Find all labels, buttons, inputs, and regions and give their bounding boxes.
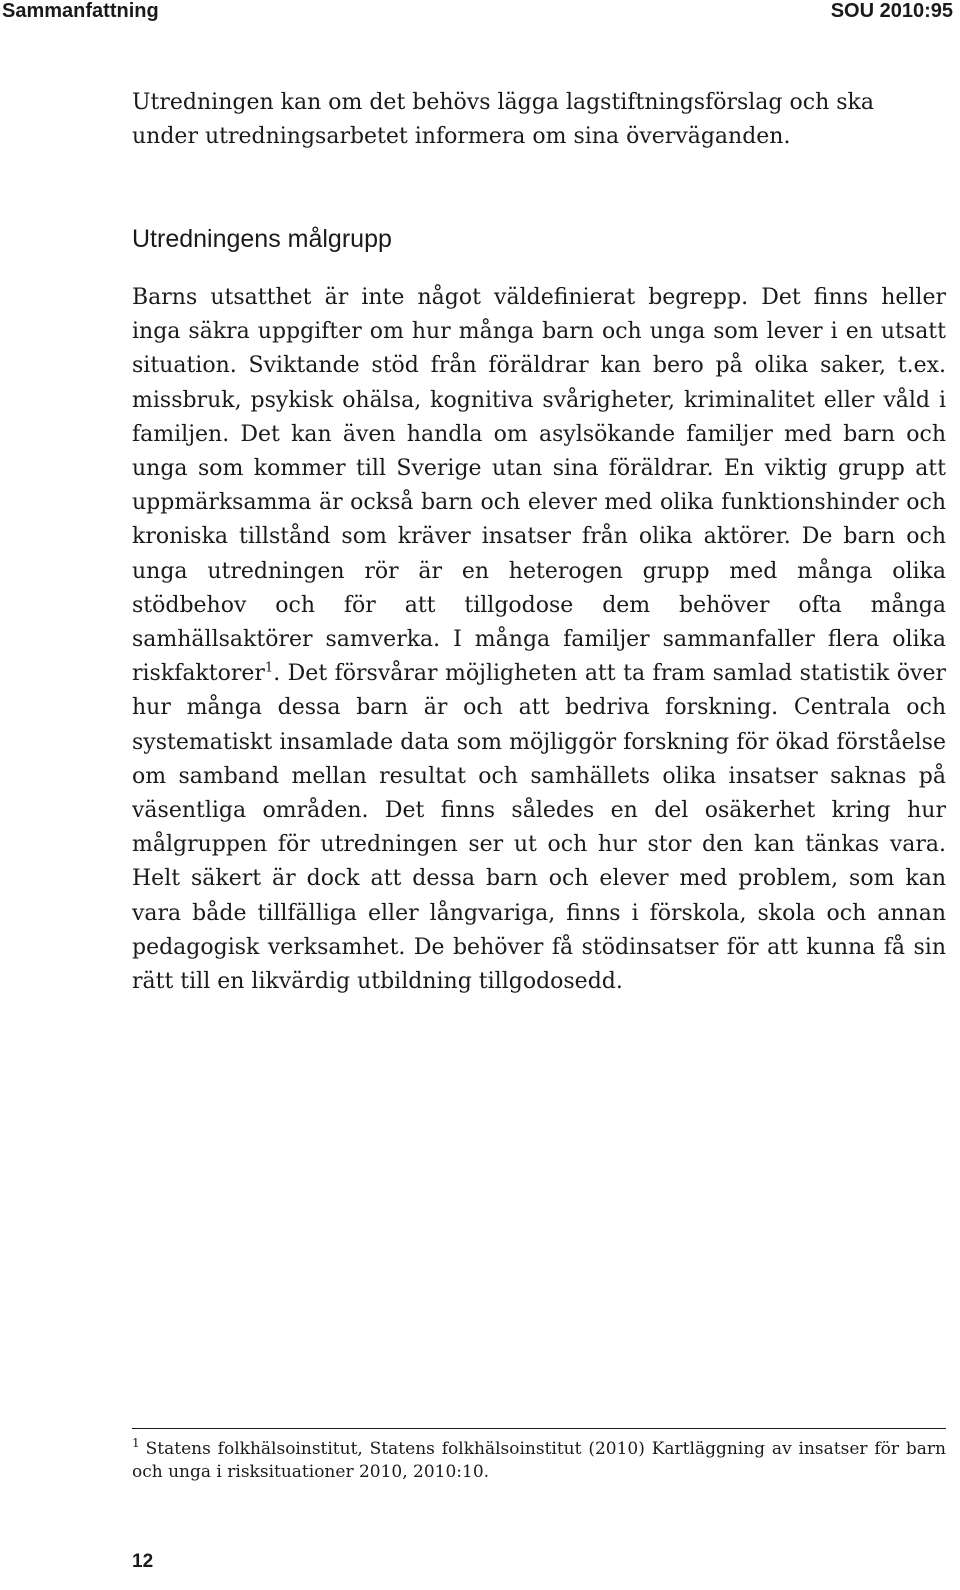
section-heading: Utredningens målgrupp [132,225,392,253]
footnote [132,1438,946,1484]
page-number: 12 [132,1551,154,1572]
intro-paragraph: Utredningen kan om det behövs lägga lagstiftningsförslag och ska under utredningsarbetet informera om sina överväganden. [132,90,874,150]
footnote-text: Statens folkhälsoinstitut, Statens folkhälsoinstitut (2010) Kartläggning av insatser för barn och unga i risksituationer 2010, 2010:10. [132,1439,946,1482]
section-paragraph-part1: Barns utsatthet är inte något väldefinierat begrepp. Det finns heller inga säkra uppgifter om hur många barn och unga som lever i en utsatt situation. Sviktande stöd från föräldrar kan bero på olika saker, t.ex. missbruk, psykisk ohälsa, kognitiva svårigheter, kriminalitet eller våld i familjen. Det kan även handla om asylsökande familjer med barn och unga som kommer till Sverige utan sina föräldrar. En viktig grupp att uppmärksamma är också barn och elever med olika funktionshinder och kroniska tillstånd som kräver insatser från olika aktörer. De barn och unga utredningen rör är en heterogen grupp med många olika stödbehov och för att tillgodose dem behöver ofta många samhällsaktörer samverka. I många familjer sammanfaller flera olika riskfaktorer [132,285,946,687]
running-header-section: Sammanfattning [2,0,159,22]
section-paragraph-part2: . Det försvårar möjligheten att ta fram samlad statistik över hur många dessa barn är och att bedriva forskning. Centrala och systematiskt insamlade data som möjliggör forskning för ökad förståelse om samband mellan resultat och samhällets olika insatser saknas på väsentliga områden. Det finns således en del osäkerhet kring hur målgruppen för utredningen ser ut och hur stor den kan tänkas vara. Helt säkert är dock att dessa barn och elever med problem, som kan vara både tillfälliga eller långvariga, finns i förskola, skola och annan pedagogisk verksamhet. De behöver få stödinsatser för att kunna få sin rätt till en likvärdig utbildning tillgodosedd. [132,661,946,995]
running-header [0,0,960,22]
section-paragraph [132,281,946,999]
footnote-number: 1 [132,1436,140,1451]
footnote-divider [132,1428,946,1429]
footnote-reference[interactable]: 1 [264,660,274,676]
running-header-report-id: SOU 2010:95 [830,0,953,22]
